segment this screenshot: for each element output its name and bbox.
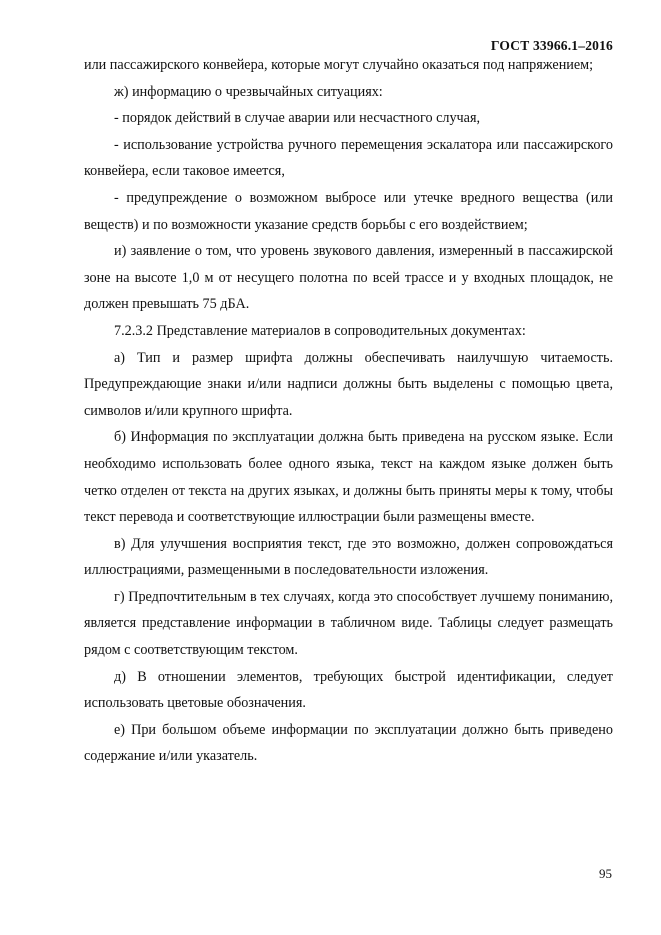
paragraph-item-d: д) В отношении элементов, требующих быстрой идентификации, следует использовать цветовые обозначения. bbox=[84, 668, 613, 712]
page-number: 95 bbox=[599, 866, 612, 881]
paragraph-item-v: в) Для улучшения восприятия текст, где это возможно, должен сопровождаться иллюстрациями, размещенными в последовательности изложения. bbox=[84, 535, 613, 579]
paragraph-item-b: б) Информация по эксплуатации должна быть приведена на русском языке. Если необходимо использовать более одного языка, текст на каждом языке должен быть четко отделен от текста на других языках, и должны быть приняты меры к тому, чтобы текст перевода и соответствующие иллюстрации были размещены вместе. bbox=[84, 429, 613, 526]
paragraph-continuation: или пассажирского конвейера, которые могут случайно оказаться под напряжением; bbox=[84, 57, 594, 73]
paragraph-item-i: и) заявление о том, что уровень звукового давления, измеренный в пассажирской зоне на высоте 1,0 м от несущего полотна по всей трассе и у входных площадок, не должен превышать 75 дБА. bbox=[84, 243, 613, 313]
paragraph-item-a: а) Тип и размер шрифта должны обеспечивать наилучшую читаемость. Предупреждающие знаки и/или надписи должны быть выделены с помощью цвета, символов и/или крупного шрифта. bbox=[84, 349, 613, 419]
paragraph-item-g: г) Предпочтительным в тех случаях, когда это способствует лучшему пониманию, является представление информации в табличном виде. Таблицы следует размещать рядом с соответствующим текстом. bbox=[84, 588, 613, 659]
document-body bbox=[84, 52, 613, 770]
paragraph-section-7-2-3-2: 7.2.3.2 Представление материалов в сопроводительных документах: bbox=[114, 322, 526, 339]
paragraph-item-zh: ж) информацию о чрезвычайных ситуациях: bbox=[114, 83, 383, 100]
document-header: ГОСТ 33966.1–2016 bbox=[490, 38, 613, 53]
paragraph-bullet-2: - использование устройства ручного перемещения эскалатора или пассажирского конвейера, если таковое имеется, bbox=[84, 136, 613, 180]
paragraph-bullet-3: - предупреждение о возможном выбросе или утечке вредного вещества (или веществ) и по возможности указание средств борьбы с его воздействием; bbox=[84, 189, 613, 233]
paragraph-bullet-1: - порядок действий в случае аварии или несчастного случая, bbox=[114, 110, 481, 127]
paragraph-item-e: е) При большом объеме информации по эксплуатации должно быть приведено содержание и/или указатель. bbox=[84, 721, 613, 765]
